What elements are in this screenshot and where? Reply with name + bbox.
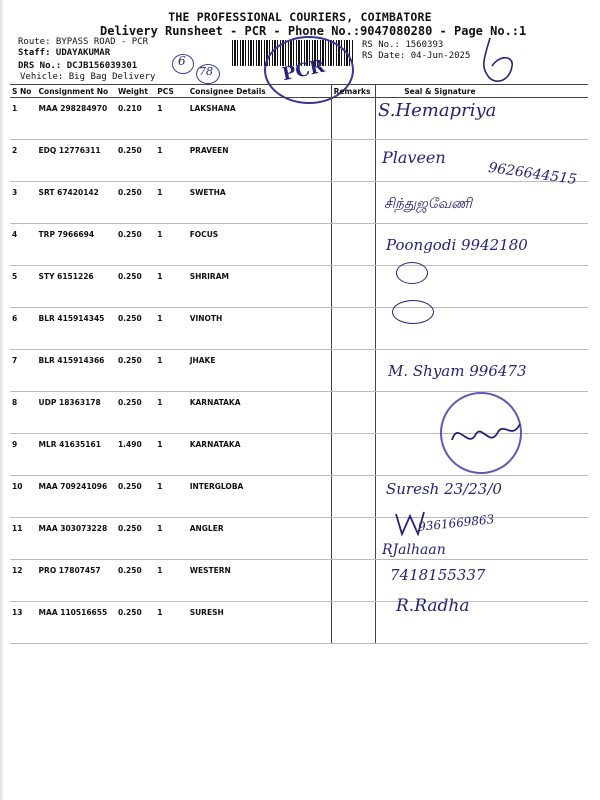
col-consignee: Consignee Details	[188, 85, 331, 98]
cell-consignment: PRO 17807457	[37, 560, 116, 602]
cell-sno: 3	[10, 182, 37, 224]
cell-pcs: 1	[155, 392, 187, 434]
cell-weight: 0.250	[116, 182, 155, 224]
cell-consignee: JHAKE	[188, 350, 331, 392]
cell-weight: 1.490	[116, 434, 155, 476]
vehicle-label: Vehicle: Big Bag Delivery	[20, 72, 156, 82]
signature-4: Poongodi 9942180	[386, 236, 528, 254]
cell-weight: 0.250	[116, 518, 155, 560]
cell-sno: 1	[10, 98, 37, 140]
cell-pcs: 1	[155, 98, 187, 140]
cell-consignee: SHRIRAM	[188, 266, 331, 308]
cell-remarks	[331, 602, 376, 644]
cell-weight: 0.250	[116, 560, 155, 602]
cell-consignment: BLR 415914345	[37, 308, 116, 350]
col-signature: Seal & Signature	[376, 85, 588, 98]
cell-consignee: KARNATAKA	[188, 392, 331, 434]
cell-sno: 11	[10, 518, 37, 560]
table-row	[10, 308, 588, 350]
signature-scribble-5	[396, 262, 428, 284]
cell-weight: 0.250	[116, 476, 155, 518]
cell-sno: 9	[10, 434, 37, 476]
cell-weight: 0.250	[116, 266, 155, 308]
cell-remarks	[331, 308, 376, 350]
table-row	[10, 266, 588, 308]
cell-pcs: 1	[155, 602, 187, 644]
signature-2a: Plaveen	[382, 148, 446, 167]
cell-remarks	[331, 392, 376, 434]
table-row	[10, 98, 588, 140]
cell-remarks	[331, 140, 376, 182]
cell-pcs: 1	[155, 434, 187, 476]
cell-weight: 0.250	[116, 224, 155, 266]
seal-signature-scribble-icon	[446, 410, 526, 460]
cell-weight: 0.250	[116, 350, 155, 392]
cell-consignment: MAA 110516655	[37, 602, 116, 644]
table-header-row	[10, 85, 588, 98]
signature-12b: 7418155337	[390, 566, 486, 584]
cell-remarks	[331, 518, 376, 560]
signature-7: M. Shyam 996473	[388, 362, 527, 380]
cell-consignee: WESTERN	[188, 560, 331, 602]
cell-remarks	[331, 434, 376, 476]
cell-sno: 12	[10, 560, 37, 602]
signature-11: 9361669863	[417, 512, 495, 534]
table-row	[10, 182, 588, 224]
col-weight: Weight	[116, 85, 155, 98]
cell-consignment: SRT 67420142	[37, 182, 116, 224]
col-consignment: Consignment No	[37, 85, 116, 98]
cell-consignee: SWETHA	[188, 182, 331, 224]
cell-sno: 7	[10, 350, 37, 392]
circled-count-1-text: 6	[178, 54, 186, 68]
staff-label: Staff: UDAYAKUMAR	[18, 48, 111, 58]
cell-pcs: 1	[155, 560, 187, 602]
col-pcs: PCS	[155, 85, 187, 98]
cell-consignee: INTERGLOBA	[188, 476, 331, 518]
cell-remarks	[331, 224, 376, 266]
signature-scribble-6	[392, 300, 434, 324]
cell-pcs: 1	[155, 224, 187, 266]
col-sno: S No	[10, 85, 37, 98]
cell-sno: 4	[10, 224, 37, 266]
scan-edge-mark	[0, 0, 4, 800]
cell-consignee: ANGLER	[188, 518, 331, 560]
drs-label: DRS No.: DCJB156039301	[18, 61, 138, 71]
cell-sno: 6	[10, 308, 37, 350]
col-remarks: Remarks	[331, 85, 376, 98]
cell-pcs: 1	[155, 308, 187, 350]
cell-pcs: 1	[155, 350, 187, 392]
circled-count-2-text: 78	[199, 65, 213, 78]
cell-consignment: MLR 41635161	[37, 434, 116, 476]
cell-sno: 13	[10, 602, 37, 644]
signature-12a: RJalhaan	[382, 542, 446, 558]
cell-pcs: 1	[155, 140, 187, 182]
cell-consignment: MAA 298284970	[37, 98, 116, 140]
cell-weight: 0.250	[116, 140, 155, 182]
cell-remarks	[331, 350, 376, 392]
cell-consignment: BLR 415914366	[37, 350, 116, 392]
cell-consignment: TRP 7966694	[37, 224, 116, 266]
cell-weight: 0.250	[116, 392, 155, 434]
cell-consignee: PRAVEEN	[188, 140, 331, 182]
cell-weight: 0.210	[116, 98, 155, 140]
signature-2b: 9626644515	[487, 159, 578, 189]
signature-1: S.Hemapriya	[378, 100, 497, 121]
cell-remarks	[331, 476, 376, 518]
signature-13: R.Radha	[396, 596, 470, 616]
cell-consignee: SURESH	[188, 602, 331, 644]
cell-pcs: 1	[155, 476, 187, 518]
runsheet-subtitle: Delivery Runsheet - PCR - Phone No.:9047080280 - Page No.:1	[100, 24, 527, 38]
cell-consignment: STY 6151226	[37, 266, 116, 308]
pcr-stamp-text: PCR	[280, 55, 327, 86]
rs-no-label: RS No.: 1560393	[362, 40, 444, 50]
cell-remarks	[331, 182, 376, 224]
cell-sno: 5	[10, 266, 37, 308]
table-row	[10, 518, 588, 560]
table-row	[10, 602, 588, 644]
cell-sno: 8	[10, 392, 37, 434]
cell-pcs: 1	[155, 182, 187, 224]
cell-remarks	[331, 266, 376, 308]
cell-sno: 10	[10, 476, 37, 518]
table-row	[10, 560, 588, 602]
route-label: Route: BYPASS ROAD - PCR	[18, 37, 149, 47]
cell-sno: 2	[10, 140, 37, 182]
cell-consignment: MAA 709241096	[37, 476, 116, 518]
cell-consignee: FOCUS	[188, 224, 331, 266]
cell-consignment: UDP 18363178	[37, 392, 116, 434]
cell-consignee: KARNATAKA	[188, 434, 331, 476]
cell-consignment: MAA 303073228	[37, 518, 116, 560]
cell-pcs: 1	[155, 266, 187, 308]
cell-remarks	[331, 560, 376, 602]
cell-remarks	[331, 98, 376, 140]
runsheet-title: THE PROFESSIONAL COURIERS, COIMBATORE	[168, 10, 432, 24]
cell-consignment: EDQ 12776311	[37, 140, 116, 182]
cell-consignee: LAKSHANA	[188, 98, 331, 140]
signature-3: சிந்துஜவேணி	[384, 196, 472, 212]
cell-weight: 0.250	[116, 602, 155, 644]
cell-weight: 0.250	[116, 308, 155, 350]
cell-consignee: VINOTH	[188, 308, 331, 350]
cell-pcs: 1	[155, 518, 187, 560]
rs-date-label: RS Date: 04-Jun-2025	[362, 51, 471, 61]
signature-10: Suresh 23/23/0	[386, 480, 502, 498]
